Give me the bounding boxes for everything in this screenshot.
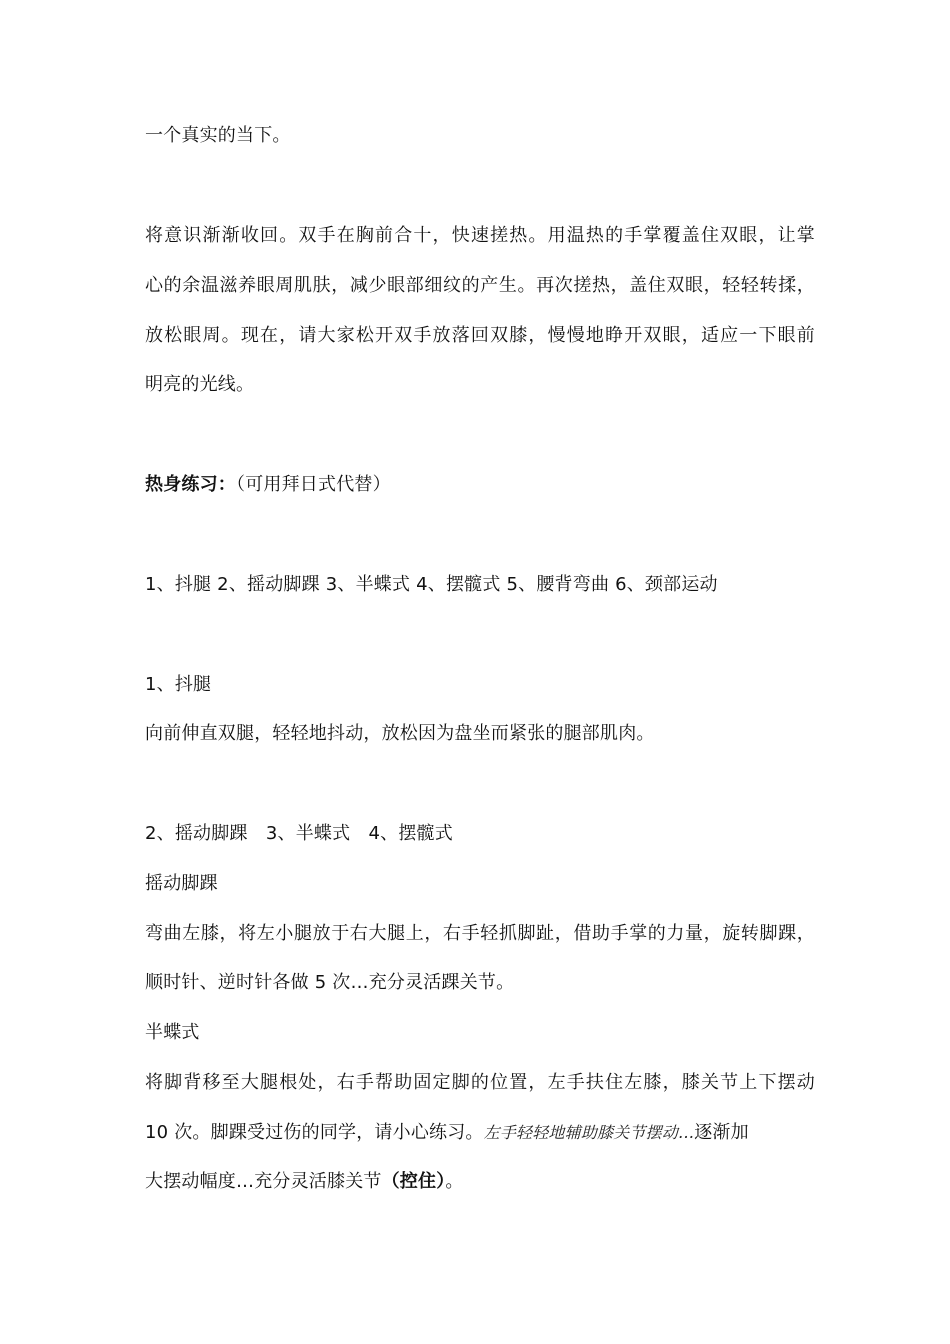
text-run: 逐渐加 — [694, 1122, 749, 1143]
paragraph-line: 明亮的光线。 — [145, 374, 255, 395]
section-heading-label: 热身练习： — [145, 474, 236, 495]
paragraph-line: 心的余温滋养眼周肌肤，减少眼部细纹的产生。再次搓热，盖住双眼，轻轻转揉， — [145, 275, 815, 296]
paragraph-line: 弯曲左膝，将左小腿放于右大腿上，右手轻抓脚趾，借助手掌的力量，旋转脚踝， — [145, 923, 815, 944]
subheading: 半蝶式 — [145, 1022, 200, 1043]
paragraph-line: 将脚背移至大腿根处，右手帮助固定脚的位置，左手扶住左膝，膝关节上下摆动 — [145, 1072, 815, 1093]
section-heading-note: （可用拜日式代替） — [236, 474, 391, 495]
paragraph-line: 将意识渐渐收回。双手在胸前合十，快速搓热。用温热的手掌覆盖住双眼，让掌 — [145, 225, 815, 246]
subheading: 摇动脚踝 — [145, 873, 218, 894]
exercise-list: 1、抖腿 2、摇动脚踝 3、半蝶式 4、摆髋式 5、腰背弯曲 6、颈部运动 — [145, 574, 718, 595]
text-run: 。 — [445, 1171, 464, 1192]
subheading: 1、抖腿 — [145, 674, 212, 695]
text-run-script: 左手轻轻地辅助膝关节摆动… — [483, 1123, 695, 1142]
paragraph-line: 顺时针、逆时针各做 5 次…充分灵活踝关节。 — [145, 972, 515, 993]
paragraph-line — [145, 1169, 815, 1195]
section-heading — [145, 472, 815, 498]
paragraph-line: 放松眼周。现在，请大家松开双手放落回双膝，慢慢地睁开双眼，适应一下眼前 — [145, 325, 815, 346]
paragraph-line: 一个真实的当下。 — [145, 125, 291, 146]
subheading: 2、摇动脚踝 3、半蝶式 4、摆髋式 — [145, 823, 453, 844]
paragraph-line: 向前伸直双腿，轻轻地抖动，放松因为盘坐而紧张的腿部肌肉。 — [145, 723, 655, 744]
text-run-bold: （控住） — [381, 1171, 446, 1192]
paragraph-line — [145, 1120, 815, 1146]
text-run: 大摆动幅度…充分灵活膝关节 — [145, 1171, 382, 1192]
text-run: 10 次。脚踝受过伤的同学，请小心练习。 — [145, 1122, 484, 1143]
